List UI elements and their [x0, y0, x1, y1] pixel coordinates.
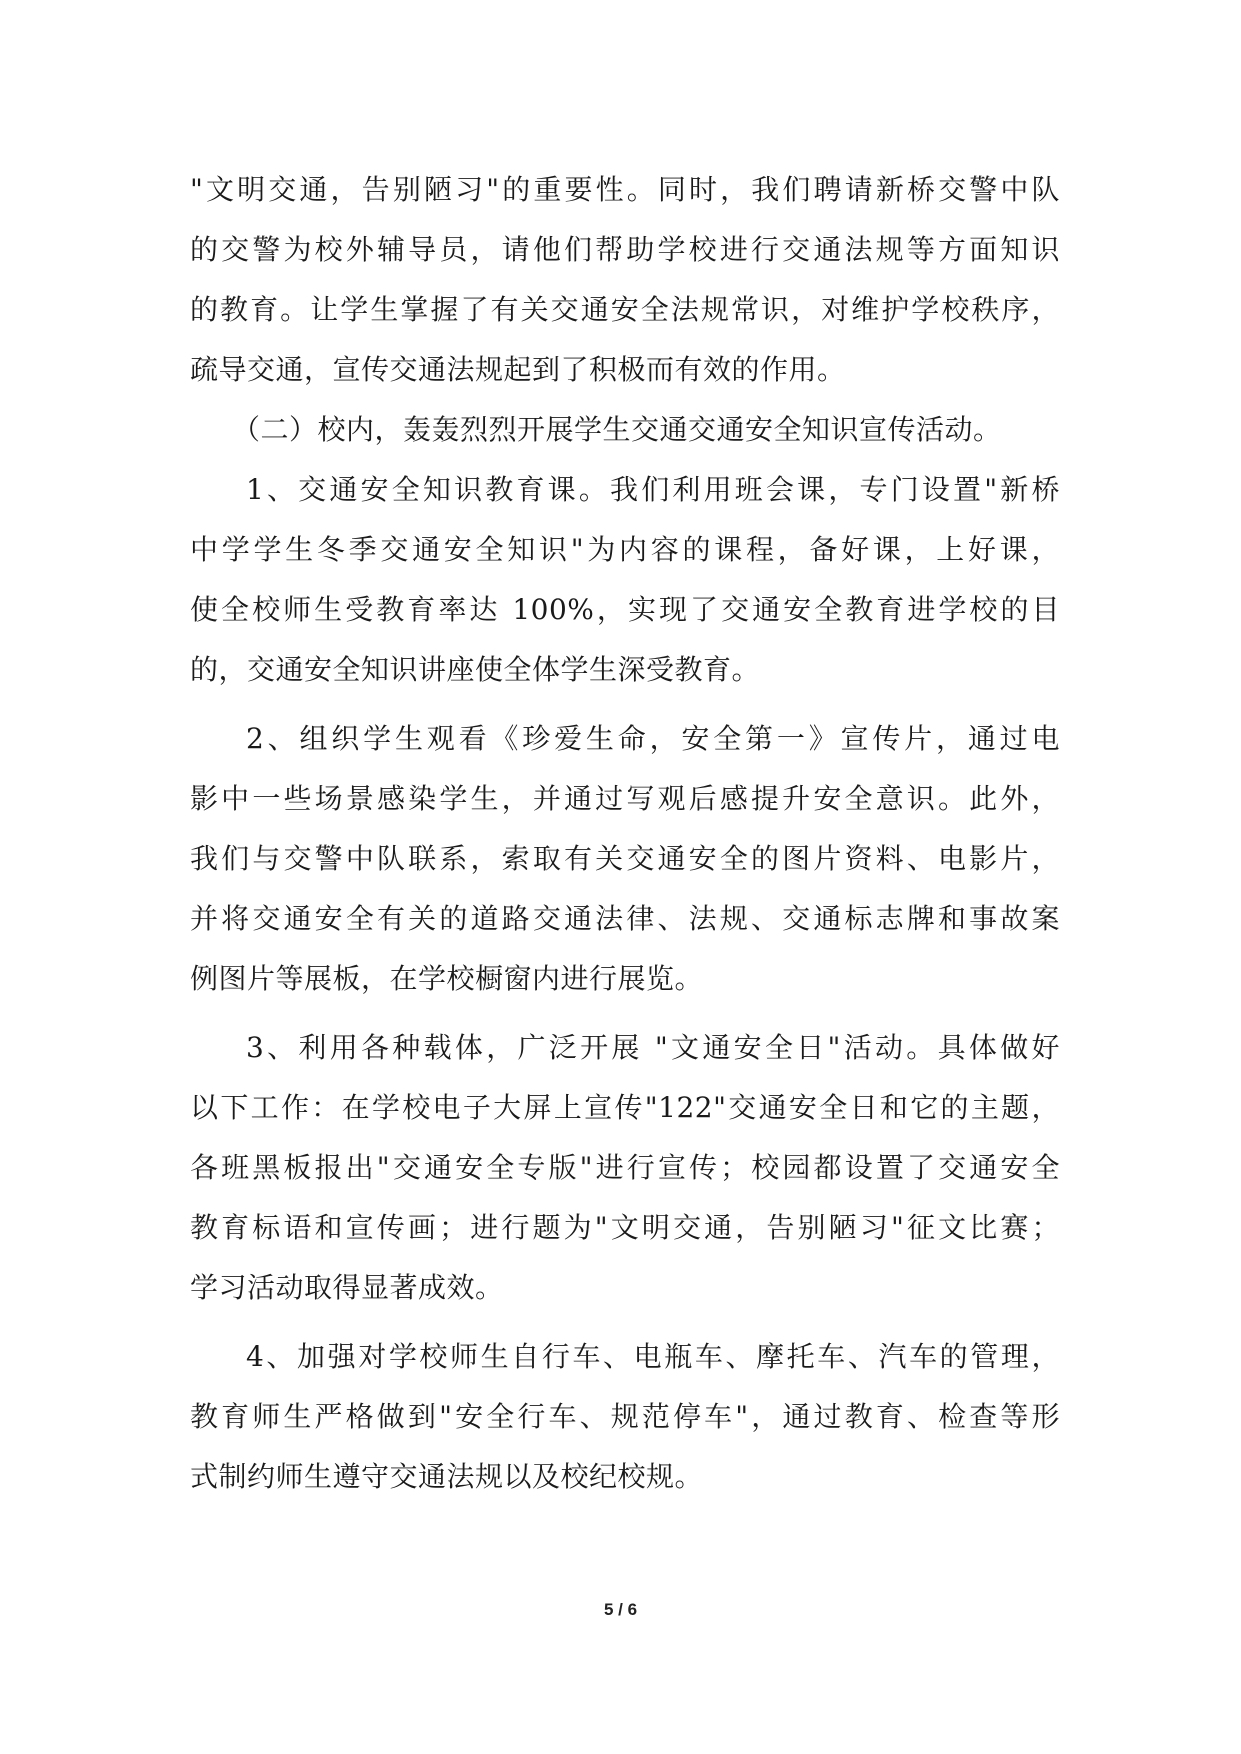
text-line: 并将交通安全有关的道路交通法律、法规、交通标志牌和事故案: [190, 902, 1060, 935]
text-line: 学习活动取得显著成效。: [190, 1271, 504, 1304]
text-line: 影中一些场景感染学生，并通过写观后感提升安全意识。此外，: [190, 782, 1060, 815]
text-line: "文明交通，告别陋习"的重要性。同时，我们聘请新桥交警中队: [190, 173, 1060, 206]
text-line: 3、利用各种载体，广泛开展 "文通安全日"活动。具体做好: [246, 1031, 1060, 1064]
text-line: 2、组织学生观看《珍爱生命，安全第一》宣传片，通过电: [246, 722, 1060, 755]
paragraph: [190, 1327, 1060, 1507]
paragraph: [190, 160, 1060, 400]
text-line: 我们与交警中队联系，索取有关交通安全的图片资料、电影片，: [190, 842, 1060, 875]
text-line: 中学学生冬季交通安全知识"为内容的课程，备好课，上好课，: [190, 533, 1060, 566]
text-line: 的教育。让学生掌握了有关交通安全法规常识，对维护学校秩序，: [190, 293, 1060, 326]
text-line: 教育师生严格做到"安全行车、规范停车"，通过教育、检查等形: [190, 1400, 1060, 1433]
text-line: 4、加强对学校师生自行车、电瓶车、摩托车、汽车的管理，: [246, 1340, 1060, 1373]
text-line: 各班黑板报出"交通安全专版"进行宣传；校园都设置了交通安全: [190, 1151, 1060, 1184]
paragraph: [190, 1018, 1060, 1318]
text-line: 1、交通安全知识教育课。我们利用班会课，专门设置"新桥: [246, 473, 1060, 506]
text-line: 例图片等展板，在学校橱窗内进行展览。: [190, 962, 704, 995]
section-heading: [190, 400, 1060, 460]
paragraph: [190, 460, 1060, 700]
text-line: 的交警为校外辅导员，请他们帮助学校进行交通法规等方面知识: [190, 233, 1060, 266]
paragraph: [190, 709, 1060, 1009]
text-line: 使全校师生受教育率达 100%，实现了交通安全教育进学校的目: [190, 593, 1060, 626]
document-body: [190, 160, 1060, 1507]
text-line: 式制约师生遵守交通法规以及校纪校规。: [190, 1460, 704, 1493]
text-line: 的，交通安全知识讲座使全体学生深受教育。: [190, 653, 761, 686]
text-line: 以下工作：在学校电子大屏上宣传"122"交通安全日和它的主题，: [190, 1091, 1060, 1124]
page-number: 5 / 6: [603, 1600, 638, 1619]
text-line: 疏导交通，宣传交通法规起到了积极而有效的作用。: [190, 353, 846, 386]
text-line: 教育标语和宣传画；进行题为"文明交通，告别陋习"征文比赛；: [190, 1211, 1060, 1244]
text-line: （二）校内，轰轰烈烈开展学生交通交通安全知识宣传活动。: [232, 413, 1002, 446]
